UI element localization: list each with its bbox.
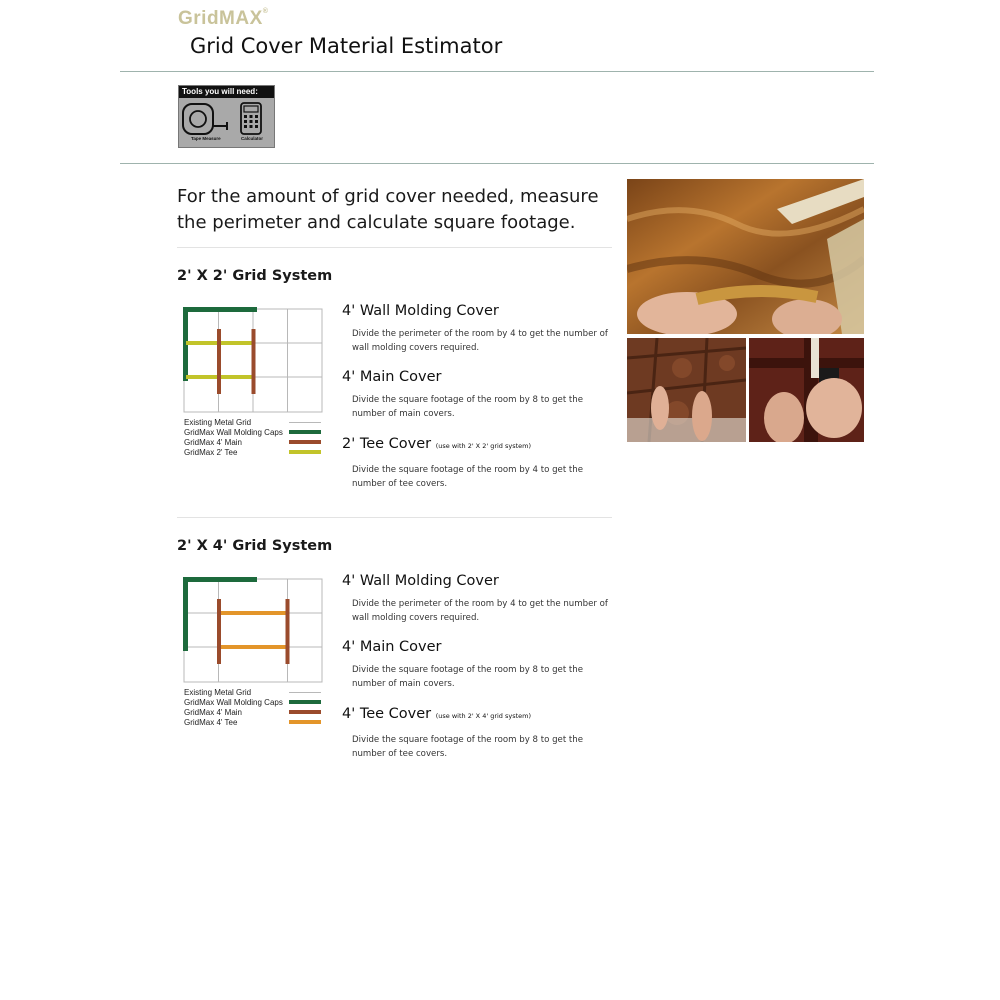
legend-2x4 [184, 688, 321, 727]
item-desc-tee-2x4: Divide the square footage of the room by 8 to get the number of tee covers. [352, 735, 584, 759]
legend-swatch-molding [289, 430, 321, 434]
tee-cover-2 [220, 645, 287, 649]
tee-title-text: 2' Tee Cover [342, 436, 432, 452]
main-cover-1 [217, 329, 221, 394]
legend-existing-grid: Existing Metal Grid [184, 688, 252, 697]
item-desc-wall-molding-2x4: Divide the perimeter of the room by 4 to get the number of wall molding covers required. [352, 599, 608, 623]
item-title-wall-molding-2x2: 4' Wall Molding Cover [342, 303, 499, 319]
item-desc-main-2x2: Divide the square footage of the room by 8 to get the number of main covers. [352, 395, 584, 419]
calculator-label: Calculator [241, 136, 264, 141]
legend-swatch-existing [289, 692, 321, 693]
wall-molding-left [183, 577, 188, 651]
tee-cover-1 [220, 611, 287, 615]
wall-molding-top [183, 577, 257, 582]
legend-2x2 [184, 418, 321, 457]
tee-title-note: (use with 2' X 2' grid system) [435, 442, 532, 450]
legend-wall-molding: GridMax Wall Molding Caps [184, 698, 283, 707]
photo-install-copper-tile [627, 179, 864, 334]
photo-install-tile-ceiling [627, 338, 746, 442]
legend-main: GridMax 4' Main [184, 438, 242, 447]
item-desc-tee-2x2: Divide the square footage of the room by 4 to get the number of tee covers. [352, 465, 584, 489]
legend-swatch-main [289, 440, 321, 444]
registered-mark: ® [262, 8, 269, 15]
tools-needed-box [178, 85, 275, 148]
tee-title-text: 4' Tee Cover [342, 706, 432, 722]
existing-grid-lines [184, 579, 322, 682]
tee-title-note: (use with 2' X 4' grid system) [435, 712, 532, 720]
item-desc-wall-molding-2x2: Divide the perimeter of the room by 4 to get the number of wall molding covers required. [352, 329, 608, 353]
intro-divider [177, 247, 612, 248]
section-divider [177, 517, 612, 518]
legend-swatch-tee [289, 450, 321, 454]
item-title-tee-2x4 [342, 706, 531, 722]
tools-heading: Tools you will need: [179, 86, 274, 98]
gridmax-logo [178, 8, 268, 30]
legend-tee: GridMax 4' Tee [184, 718, 238, 727]
header-divider [120, 71, 874, 72]
tools-divider [120, 163, 874, 164]
legend-swatch-tee [289, 720, 321, 724]
legend-swatch-molding [289, 700, 321, 704]
photo-install-grid-cover [749, 338, 864, 442]
main-cover-2 [252, 329, 256, 394]
item-title-main-2x4: 4' Main Cover [342, 639, 442, 655]
legend-swatch-main [289, 710, 321, 714]
page-title: Grid Cover Material Estimator [190, 34, 503, 58]
item-title-tee-2x2 [342, 436, 531, 452]
legend-existing-grid: Existing Metal Grid [184, 418, 252, 427]
intro-text: For the amount of grid cover needed, measure the perimeter and calculate square footage. [177, 186, 599, 233]
calculator-icon [241, 103, 261, 134]
grid-diagram-2x2 [178, 304, 328, 464]
main-cover-1 [217, 599, 221, 664]
item-title-main-2x2: 4' Main Cover [342, 369, 442, 385]
item-desc-main-2x4: Divide the square footage of the room by 8 to get the number of main covers. [352, 665, 584, 689]
grid-diagram-2x4 [178, 574, 328, 734]
wall-molding-top [183, 307, 257, 312]
brand-name: GridMAX [178, 8, 263, 29]
main-cover-2 [286, 599, 290, 664]
item-title-wall-molding-2x4: 4' Wall Molding Cover [342, 573, 499, 589]
section-heading-2x2: 2' X 2' Grid System [177, 268, 333, 284]
legend-tee: GridMax 2' Tee [184, 448, 238, 457]
section-heading-2x4: 2' X 4' Grid System [177, 538, 333, 554]
legend-main: GridMax 4' Main [184, 708, 242, 717]
legend-wall-molding: GridMax Wall Molding Caps [184, 428, 283, 437]
tape-measure-label: Tape Measure [191, 136, 221, 141]
legend-swatch-existing [289, 422, 321, 423]
tape-measure-icon [183, 104, 227, 134]
